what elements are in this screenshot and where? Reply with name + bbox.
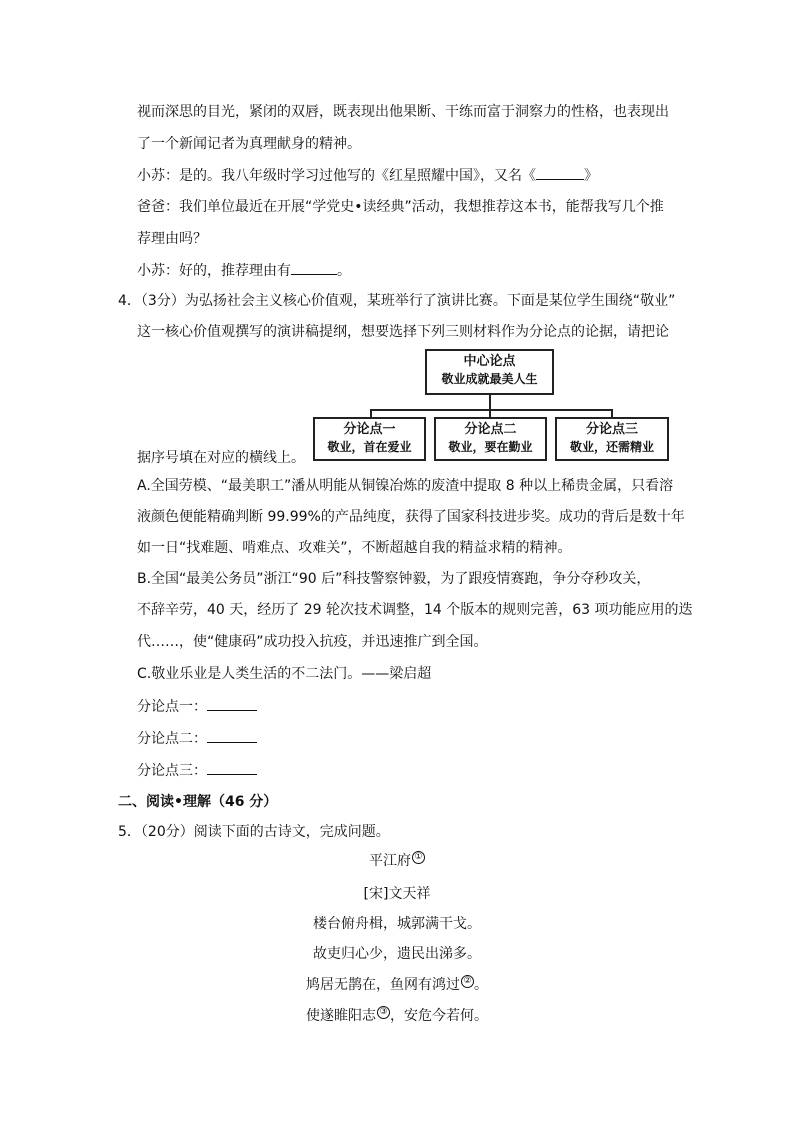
- dialogue-line: 爸爸：我们单位最近在开展“学党史•读经典”活动，我想推荐这本书，能帮我写几个推: [137, 199, 664, 215]
- poem-title: [0, 851, 794, 871]
- poem-line-text: 。: [474, 977, 488, 993]
- answer-label: 分论点一：: [137, 699, 207, 715]
- answer-row-3: [137, 760, 257, 781]
- sub-point-box-3: [555, 417, 669, 461]
- question-4-stem: 4．（3分）为弘扬社会主义核心价值观，某班举行了演讲比赛。下面是某位学生围绕“敬业”: [118, 293, 676, 309]
- poem-line-text: ，安危今若何。: [390, 1008, 488, 1024]
- answer-label: 分论点三：: [137, 763, 207, 779]
- answer-blank[interactable]: [207, 760, 257, 775]
- footnote-marker: ①: [412, 851, 425, 864]
- connector-line: [370, 409, 613, 411]
- passage-line: 视而深思的目光，紧闭的双唇，既表现出他果断、干练而富于洞察力的性格，也表现出: [137, 104, 669, 120]
- connector-line: [489, 395, 491, 410]
- material-a: 如一日“找难题、啃难点、攻难关”，不断超越自我的精益求精的精神。: [137, 540, 572, 556]
- poem-title-text: 平江府: [369, 853, 411, 869]
- answer-label: 分论点二：: [137, 731, 207, 747]
- sub-point-box-2: [434, 417, 547, 461]
- footnote-marker: ②: [461, 975, 474, 988]
- sub-point-title: 分论点二: [464, 422, 517, 437]
- sub-point-box-1: [313, 417, 426, 461]
- dialogue-text: 小苏：好的，推荐理由有: [137, 263, 291, 279]
- question-4-stem: 据序号填在对应的横线上。: [137, 450, 305, 466]
- poem-line: 楼台俯舟楫，城郭满干戈。: [313, 916, 481, 932]
- material-a: A.全国劳模、“最美职工”潘从明能从铜镍冶炼的废渣中提取 8 种以上稀贵金属，只看溶: [137, 478, 674, 494]
- sub-point-text: 敬业，还需精业: [569, 440, 654, 454]
- sub-point-text: 敬业，要在勤业: [448, 440, 533, 454]
- material-a: 液颜色便能精确判断 99.99%的产品纯度，获得了国家科技进步奖。成功的背后是数十年: [137, 509, 685, 525]
- question-5-stem: 5．（20分）阅读下面的古诗文，完成问题。: [118, 824, 390, 840]
- section-heading: 二、阅读•理解（46 分）: [118, 794, 278, 810]
- poem-line: [0, 1006, 794, 1026]
- dialogue-text: 小苏：是的。我八年级时学习过他写的《红星照耀中国》，又名《: [137, 168, 536, 184]
- sub-point-title: 分论点三: [585, 422, 638, 437]
- answer-row-1: [137, 696, 257, 717]
- poem-author: [宋]文天祥: [363, 886, 431, 902]
- passage-line: 了一个新闻记者为真理献身的精神。: [137, 136, 361, 152]
- central-thesis-title: 中心论点: [463, 354, 516, 369]
- answer-blank[interactable]: [207, 696, 257, 711]
- answer-blank[interactable]: [207, 728, 257, 743]
- material-b: 不辞辛劳，40 天，经历了 29 轮次技术调整，14 个版本的规则完善，63 项功能应用的迭: [137, 602, 693, 618]
- material-b: 代……，使“健康码”成功投入抗疫，并迅速推广到全国。: [137, 634, 488, 650]
- answer-row-2: [137, 728, 257, 749]
- central-thesis-box: [425, 349, 554, 395]
- question-4-stem: 这一核心价值观撰写的演讲稿提纲，想要选择下列三则材料作为分论点的论据，请把论: [137, 324, 669, 340]
- poem-line: [0, 975, 794, 995]
- dialogue-text: 。: [337, 263, 351, 279]
- answer-blank[interactable]: [536, 165, 584, 180]
- poem-line-text: 使遂睢阳志: [306, 1008, 376, 1024]
- sub-point-title: 分论点一: [343, 422, 396, 437]
- central-thesis-text: 敬业成就最美人生: [441, 372, 538, 386]
- dialogue-text: 》: [584, 168, 598, 184]
- dialogue-line: 荐理由吗？: [137, 231, 207, 247]
- footnote-marker: ③: [377, 1006, 390, 1019]
- answer-blank[interactable]: [291, 260, 337, 275]
- material-c: C.敬业乐业是人类生活的不二法门。——梁启超: [137, 666, 432, 682]
- sub-point-text: 敬业，首在爱业: [327, 440, 412, 454]
- dialogue-line: [137, 260, 351, 281]
- material-b: B.全国“最美公务员”浙江“90 后”科技警察钟毅，为了跟疫情赛跑，争分夺秒攻关，: [137, 571, 651, 587]
- poem-line: 故吏归心少，遗民出涕多。: [313, 946, 481, 962]
- poem-line-text: 鸠居无鹊在，鱼网有鸿过: [306, 977, 460, 993]
- dialogue-line: [137, 165, 598, 186]
